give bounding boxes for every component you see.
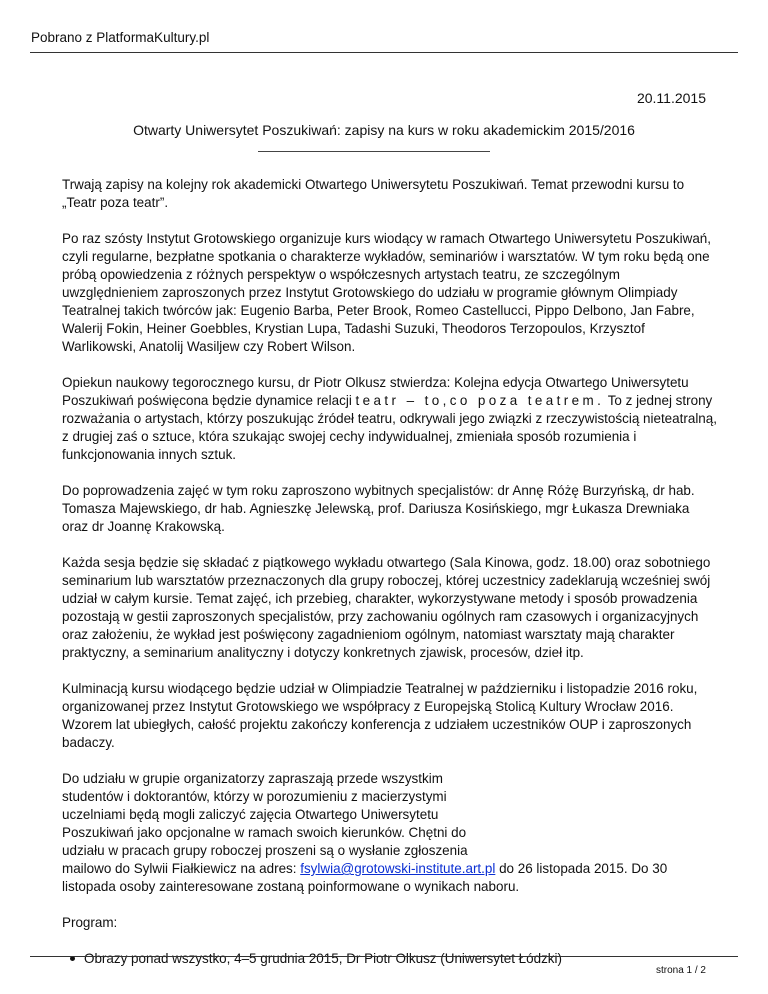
- paragraph-intro: Trwają zapisy na kolejny rok akademicki Otwartego Uniwersytetu Poszukiwań. Temat przewodni kursu to „Teatr poza teatr”.: [62, 177, 685, 210]
- paragraph-olympiad: Kulminacją kursu wiodącego będzie udział w Olimpiadzie Teatralnej w październiku i listopadzie 2016 roku, organizowanej przez Instytut Grotowskiego we współpracy z Europejską Stolicą Kultury Wrocław 2016. Wzorem lat ubiegłych, całość projektu zakończy konferencja z udziałem uczestników OUP i zaproszonych badaczy.: [62, 681, 698, 750]
- paragraph-lecturers: Do poprowadzenia zajęć w tym roku zaproszono wybitnych specjalistów: dr Annę Różę Burzyńską, dr hab. Tomasza Majewskiego, dr hab. Agnieszkę Jelewską, prof. Dariusza Kosińskiego, mgr Łukasza Drewniaka oraz dr Joannę Krakowską.: [62, 483, 695, 534]
- paragraph-course: Po raz szósty Instytut Grotowskiego organizuje kurs wiodący w ramach Otwartego Uniwersytetu Poszukiwań, czyli regularne, bezpłatne spotkania o charakterze wykładów, seminariów i warsztatów. W tym roku będą one próbą opowiedzenia z różnych perspektyw o współczesnych artystach teatru, ze szczególnym uwzględnieniem zaproszonych przez Instytut Grotowskiego do udziału w programie głównym Olimpiady Teatralnej takich twórców jak: Eugenio Barba, Peter Brook, Romeo Castellucci, Pippo Delbono, Jan Fabre, Walerij Fokin, Heiner Goebbles, Krystian Lupa, Tadashi Suzuki, Theodoros Terzopoulos, Krzysztof Warlikowski, Anatolij Wasiljew czy Robert Wilson.: [62, 231, 711, 354]
- email-link[interactable]: fsylwia@grotowski-institute.art.pl: [300, 861, 496, 876]
- header-source: Pobrano z PlatformaKultury.pl: [31, 30, 210, 45]
- paragraph-supervisor: [62, 374, 717, 464]
- application-line: udziału w pracach grupy roboczej proszeni są o wysłanie zgłoszenia: [62, 843, 468, 858]
- article-body: [62, 176, 717, 968]
- supervisor-text-cont: To z jednej strony rozważania o artystach, którzy poszukując źródeł teatru, odkrywali jego związki z rzeczywistością nieteatralną, z drugiej zaś o sztuce, która szukając swojej cechy indywidualnej, zmieniała sposób rozumienia i funkcjonowania innych sztuk.: [62, 393, 717, 462]
- spaced-phrase: teatr – to,co poza teatrem.: [355, 393, 605, 408]
- application-contact: mailowo do Sylwii Fiałkiewicz na adres:: [62, 861, 301, 876]
- program-item-text: Obrazy ponad wszystko, 4–5 grudnia 2015, Dr Piotr Olkusz (Uniwersytet Łódzki): [84, 951, 562, 966]
- header-divider: [30, 52, 738, 53]
- application-line: Do udziału w grupie organizatorzy zapraszają przede wszystkim: [62, 771, 443, 786]
- paragraph-sessions: Każda sesja będzie się składać z piątkowego wykładu otwartego (Sala Kinowa, godz. 18.00) oraz sobotniego seminarium lub warsztatów przeznaczonych dla grupy roboczej, której uczestnicy zadeklarują wcześniej swój udział w całym kursie. Temat zajęć, ich przebieg, charakter, wykorzystywane metody i sposób prowadzenia pozostają w gestii zaproszonych specjalistów, przy zachowaniu ogólnych ram czasowych i organizacyjnych oraz założeniu, że wykład jest poświęcony zagadnieniom ogólnym, natomiast warsztaty mają charakter praktyczny, a seminarium analityczny i dotyczy konkretnych zjawisk, procesów, dzieł itp.: [62, 555, 711, 660]
- program-label: Program:: [62, 915, 118, 930]
- application-line: uczelniami będą mogli zaliczyć zajęcia Otwartego Uniwersytetu: [62, 807, 439, 822]
- application-deadline: do 26 listopada 2015. Do 30 listopada osoby zainteresowane zostaną poinformowane o wynikach naboru.: [62, 861, 668, 894]
- article-date: 20.11.2015: [636, 90, 706, 106]
- article-title: Otwarty Uniwersytet Poszukiwań: zapisy na kurs w roku akademickim 2015/2016: [133, 122, 635, 138]
- title-underline: [258, 151, 490, 152]
- page-number: strona 1 / 2: [655, 965, 706, 976]
- application-line: studentów i doktorantów, którzy w porozumieniu z macierzystymi: [62, 789, 447, 804]
- application-line: Poszukiwań jako opcjonalne w ramach swoich kierunków. Chętni do: [62, 825, 467, 840]
- supervisor-text: Opiekun naukowy tegorocznego kursu, dr Piotr Olkusz stwierdza: Kolejna edycja Otwartego Uniwersytetu Poszukiwań poświęcona będzie dynamice relacji: [62, 375, 689, 408]
- program-item: [70, 950, 717, 968]
- paragraph-application: [62, 770, 717, 896]
- footer-divider: [30, 956, 738, 957]
